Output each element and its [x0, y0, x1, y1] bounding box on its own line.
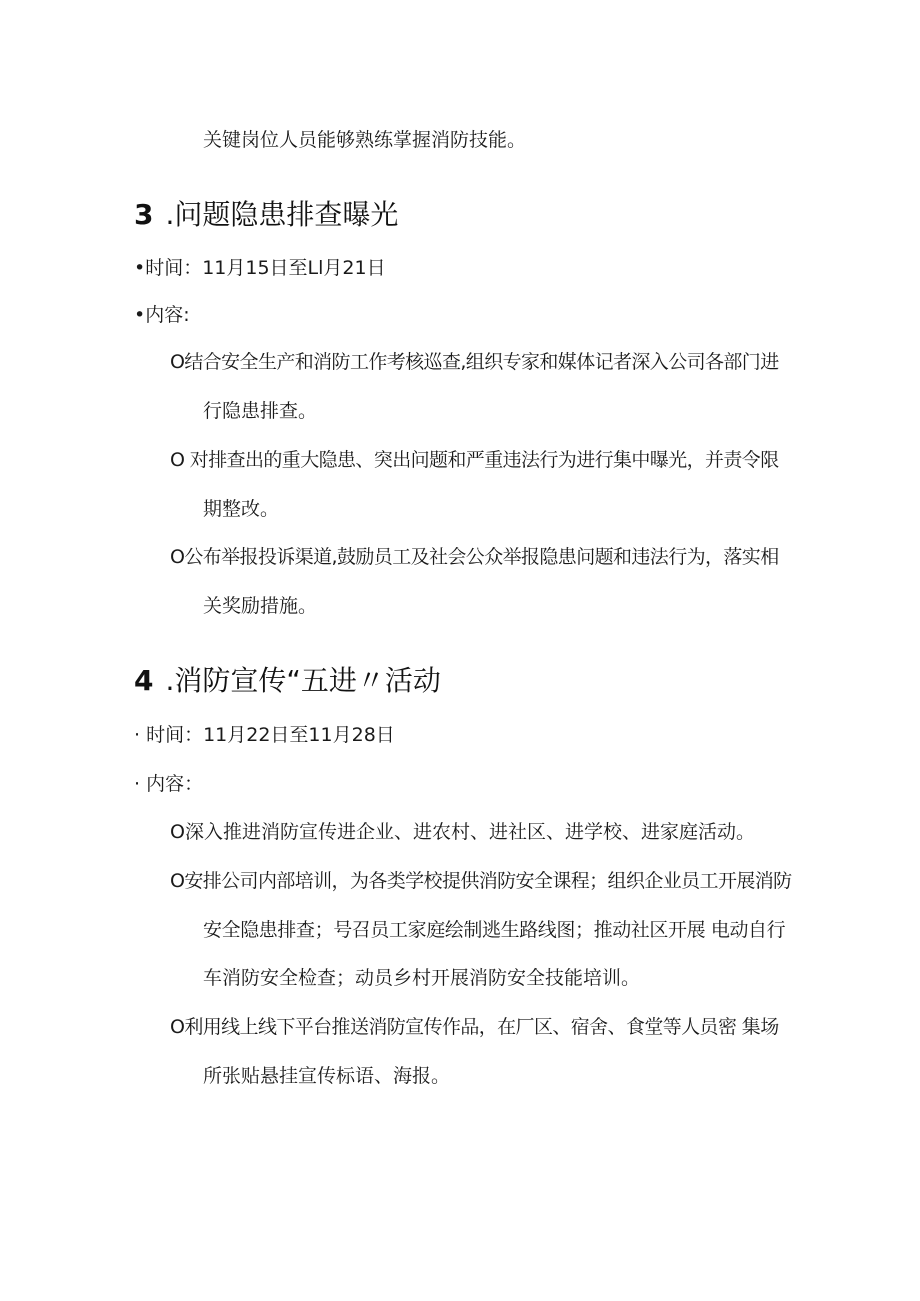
section-3-time: •时间：11月15日至Ll月21日 — [134, 257, 386, 279]
section-3-heading — [134, 198, 398, 232]
section-3-number: 3 — [134, 198, 154, 231]
section-4-item-2: O安排公司内部培训，为各类学校提供消防安全课程；组织企业员工开展消防 — [170, 870, 792, 892]
section-3-item-1-cont: 行隐患排查。 — [203, 400, 318, 422]
section-4-title: .消防宣传“五进〃活动 — [165, 664, 441, 697]
section-3-item-1: O结合安全生产和消防工作考核巡查,组织专家和媒体记者深入公司各部门进 — [170, 351, 779, 373]
section-4-heading — [134, 664, 441, 698]
section-4-item-1: O深入推进消防宣传进企业、进农村、进社区、进学校、进家庭活动。 — [170, 821, 755, 843]
section-4-item-2-cont-1: 安全隐患排查；号召员工家庭绘制逃生路线图；推动社区开展 电动自行 — [203, 919, 786, 941]
section-3-item-3-cont: 关奖励措施。 — [203, 595, 318, 617]
section-4-time: · 时间：11月22日至11月28日 — [134, 724, 395, 746]
section-4-item-3: O利用线上线下平台推送消防宣传作品，在厂区、宿舍、食堂等人员密 集场 — [170, 1016, 779, 1038]
section-3-item-3: O公布举报投诉渠道,鼓励员工及社会公众举报隐患问题和违法行为，落实相 — [170, 546, 779, 568]
section-3-item-2-cont: 期整改。 — [203, 498, 280, 520]
section-3-content-label: •内容: — [134, 304, 190, 326]
section-4-content-label: · 内容： — [134, 773, 204, 795]
section-3-item-2: O 对排查出的重大隐患、突出问题和严重违法行为进行集中曝光，并责令限 — [170, 449, 779, 471]
continuation-text: 关键岗位人员能够熟练掌握消防技能。 — [203, 129, 527, 151]
section-3-title: .问题隐患排查曝光 — [165, 198, 399, 231]
section-4-item-2-cont-2: 车消防安全检查；动员乡村开展消防安全技能培训。 — [203, 967, 641, 989]
section-4-number: 4 — [134, 664, 154, 697]
section-4-item-3-cont: 所张贴悬挂宣传标语、海报。 — [203, 1065, 451, 1087]
